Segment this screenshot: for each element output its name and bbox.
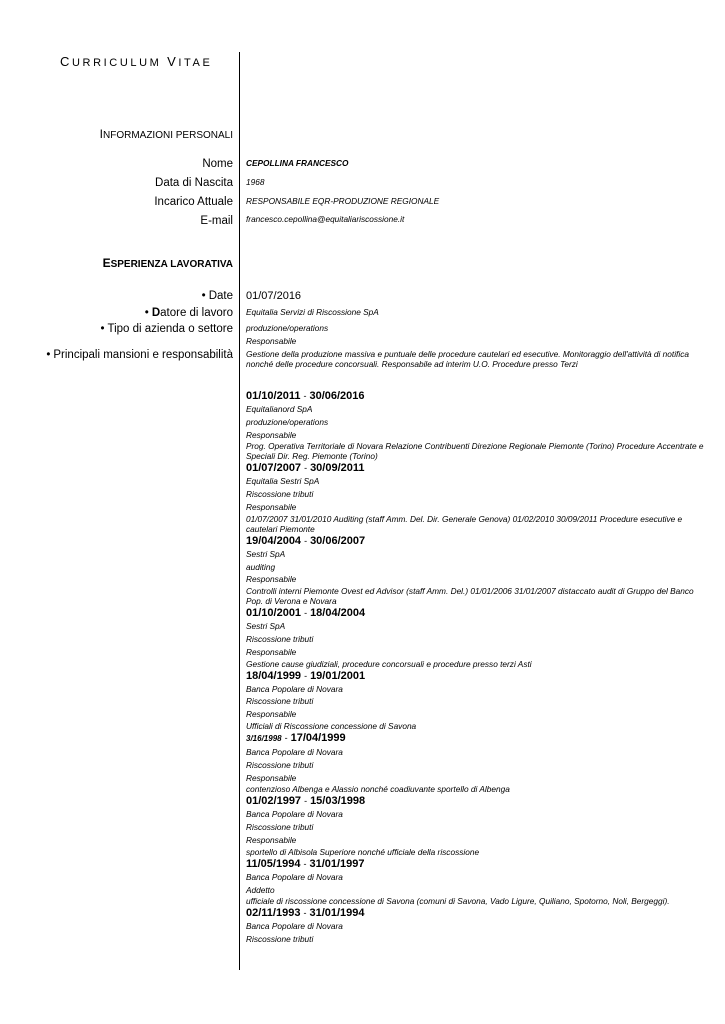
entry-employer: Sestri SpA	[246, 621, 286, 632]
entry-period	[246, 857, 706, 871]
label-initial: D	[151, 307, 161, 319]
label-birth-date: Data di Nascita	[155, 177, 233, 189]
section-heading-rest: NFORMAZIONI PERSONALI	[102, 130, 233, 141]
vertical-divider	[239, 52, 240, 970]
value-first-employer: Equitalia Servizi di Riscossione SpA	[246, 307, 379, 317]
experience-entry	[246, 534, 706, 606]
title-initial-v: V	[167, 54, 179, 69]
value-first-role: Responsabile	[246, 336, 297, 346]
period-separator: -	[304, 608, 308, 619]
period-separator: -	[304, 535, 308, 546]
entry-role: Responsabile	[246, 709, 297, 720]
period-separator: -	[303, 858, 307, 869]
entry-sector: Riscossione tributi	[246, 759, 314, 770]
entry-role: Responsabile	[246, 646, 297, 657]
value-current-role: RESPONSABILE EQR-PRODUZIONE REGIONALE	[246, 196, 440, 206]
entry-employer: Sestri SpA	[246, 548, 286, 559]
experience-entry	[246, 669, 706, 731]
entry-period	[246, 906, 706, 920]
entry-role: Responsabile	[246, 501, 297, 512]
period-separator: -	[303, 391, 307, 401]
title-word-1: URRICULUM	[72, 57, 162, 69]
entry-period	[246, 606, 706, 620]
period-separator: -	[304, 670, 308, 681]
period-separator: -	[304, 463, 308, 474]
section-initial: E	[102, 256, 111, 270]
entry-employer: Equitalia Sestri SpA	[246, 476, 320, 487]
period-to: 18/04/2004	[310, 607, 366, 620]
period-separator: -	[304, 796, 308, 807]
period-to: 30/06/2016	[309, 390, 365, 402]
value-first-sector: produzione/operations	[246, 323, 329, 333]
entry-description: Ufficiali di Riscossione concessione di Savona	[246, 720, 417, 731]
entry-employer: Banca Popolare di Novara	[246, 683, 343, 694]
entry-description: 01/07/2007 31/01/2010 Auditing (staff Amm. Del. Dir. Generale Genova) 01/02/2010 30/09/2011 Procedure esecutive e cautelari Piemonte	[246, 513, 683, 534]
period-separator: -	[284, 732, 288, 743]
entry-period	[246, 731, 706, 746]
period-from: 01/07/2007	[246, 462, 302, 475]
period-to: 15/03/1998	[310, 795, 366, 808]
entry-period	[246, 534, 706, 548]
label-sector	[100, 323, 233, 335]
title-word-2: ITAE	[178, 57, 213, 69]
value-name: CEPOLLINA FRANCESCO	[246, 158, 349, 168]
bullet: •	[201, 290, 206, 302]
label-text: atore di lavoro	[160, 307, 233, 319]
label-text: Principali mansioni e responsabilità	[53, 349, 233, 361]
entry-description: sportello di Albisola Superiore nonché ufficiale della riscossione	[246, 846, 480, 857]
entry-sector: auditing	[246, 561, 276, 572]
title-initial-c: C	[60, 54, 72, 69]
label-current-role: Incarico Attuale	[154, 196, 233, 208]
section-personal-info	[100, 127, 233, 141]
period-from: 02/11/1993	[246, 907, 301, 920]
entry-sector: Riscossione tributi	[246, 934, 314, 945]
entry-description: Gestione cause giudiziali, procedure concorsuali e procedure presso terzi Asti	[246, 658, 532, 669]
section-heading-rest: SPERIENZA LAVORATIVA	[110, 259, 233, 270]
entry-period	[246, 794, 706, 808]
period-from: 18/04/1999	[246, 669, 302, 682]
entry-employer: Banca Popolare di Novara	[246, 746, 343, 757]
experience-entry	[246, 906, 706, 946]
entry-sector: Riscossione tributi	[246, 489, 314, 500]
entry-employer: Banca Popolare di Novara	[246, 809, 343, 820]
label-date	[202, 290, 233, 302]
period-from: 01/02/1997	[246, 795, 302, 808]
entry-description: ufficiale di riscossione concessione di Savona (comuni di Savona, Vado Ligure, Quiliano, Spotorno, Noli, Bergeggi).	[246, 896, 670, 907]
period-from: 11/05/1994	[246, 857, 301, 870]
label-text: Tipo di azienda o settore	[107, 323, 233, 335]
bullet: •	[144, 307, 149, 319]
entry-description: contenzioso Albenga e Alassio nonché coadiuvante sportello di Albenga	[246, 784, 510, 795]
experience-entry	[246, 857, 706, 907]
entry-period	[246, 389, 706, 403]
entry-description: Controlli interni Piemonte Ovest ed Advisor (staff Amm. Del.) 01/01/2006 31/01/2007 distaccato audit di Gruppo del Banco Pop. di Verona e Novara	[246, 586, 694, 607]
entry-role: Responsabile	[246, 429, 297, 440]
entry-sector: produzione/operations	[246, 416, 329, 427]
value-birth-date: 1968	[246, 177, 265, 187]
period-to: 19/01/2001	[310, 669, 366, 682]
entry-role: Responsabile	[246, 772, 297, 783]
entry-sector: Addetto	[246, 884, 275, 895]
period-from: 3/16/1998	[246, 733, 282, 743]
entry-sector: Riscossione tributi	[246, 822, 314, 833]
period-from: 01/10/2001	[246, 607, 302, 620]
period-from: 01/10/2011	[246, 390, 301, 402]
entry-sector: Riscossione tributi	[246, 696, 314, 707]
bullet: •	[46, 349, 51, 361]
label-name: Nome	[202, 158, 233, 170]
value-first-description: Gestione della produzione massiva e puntuale delle procedure cautelari ed esecutive. Monitoraggio dell'attività di notifica nonché delle procedure concorsuali. Responsabile ad interim U.O. Procedure presso Terzi	[246, 349, 689, 369]
label-email: E-mail	[200, 215, 233, 227]
entry-period	[246, 461, 706, 475]
period-to: 31/01/1994	[309, 907, 365, 920]
period-to: 17/04/1999	[290, 731, 346, 744]
value-first-date: 01/07/2016	[246, 290, 302, 302]
experience-entry	[246, 461, 706, 533]
entry-period	[246, 669, 706, 683]
value-email[interactable]: francesco.cepollina@equitaliariscossione.it	[246, 214, 405, 224]
document-title	[60, 54, 212, 69]
entry-employer: Banca Popolare di Novara	[246, 871, 343, 882]
period-from: 19/04/2004	[246, 534, 302, 547]
experience-list	[246, 389, 706, 946]
section-initial: I	[99, 127, 103, 141]
experience-entry	[246, 389, 706, 461]
experience-entry	[246, 731, 706, 794]
entry-sector: Riscossione tributi	[246, 633, 314, 644]
entry-employer: Banca Popolare di Novara	[246, 921, 343, 932]
bullet: •	[100, 323, 105, 335]
experience-entry	[246, 794, 706, 856]
entry-description: Prog. Operativa Territoriale di Novara Relazione Contribuenti Direzione Regionale Piemonte (Torino) Procedure Accentrate e Speciali Dir. Reg. Piemonte (Torino)	[246, 441, 704, 462]
period-to: 30/09/2011	[310, 462, 365, 475]
experience-entry	[246, 606, 706, 668]
label-text: Date	[208, 290, 233, 302]
period-separator: -	[303, 908, 307, 919]
period-to: 31/01/1997	[309, 857, 365, 870]
section-work-experience	[103, 256, 233, 270]
entry-role: Responsabile	[246, 574, 297, 585]
period-to: 30/06/2007	[310, 534, 366, 547]
label-employer	[145, 307, 233, 319]
label-duties	[46, 349, 233, 361]
entry-employer: Equitalianord SpA	[246, 404, 313, 414]
entry-role: Responsabile	[246, 834, 297, 845]
